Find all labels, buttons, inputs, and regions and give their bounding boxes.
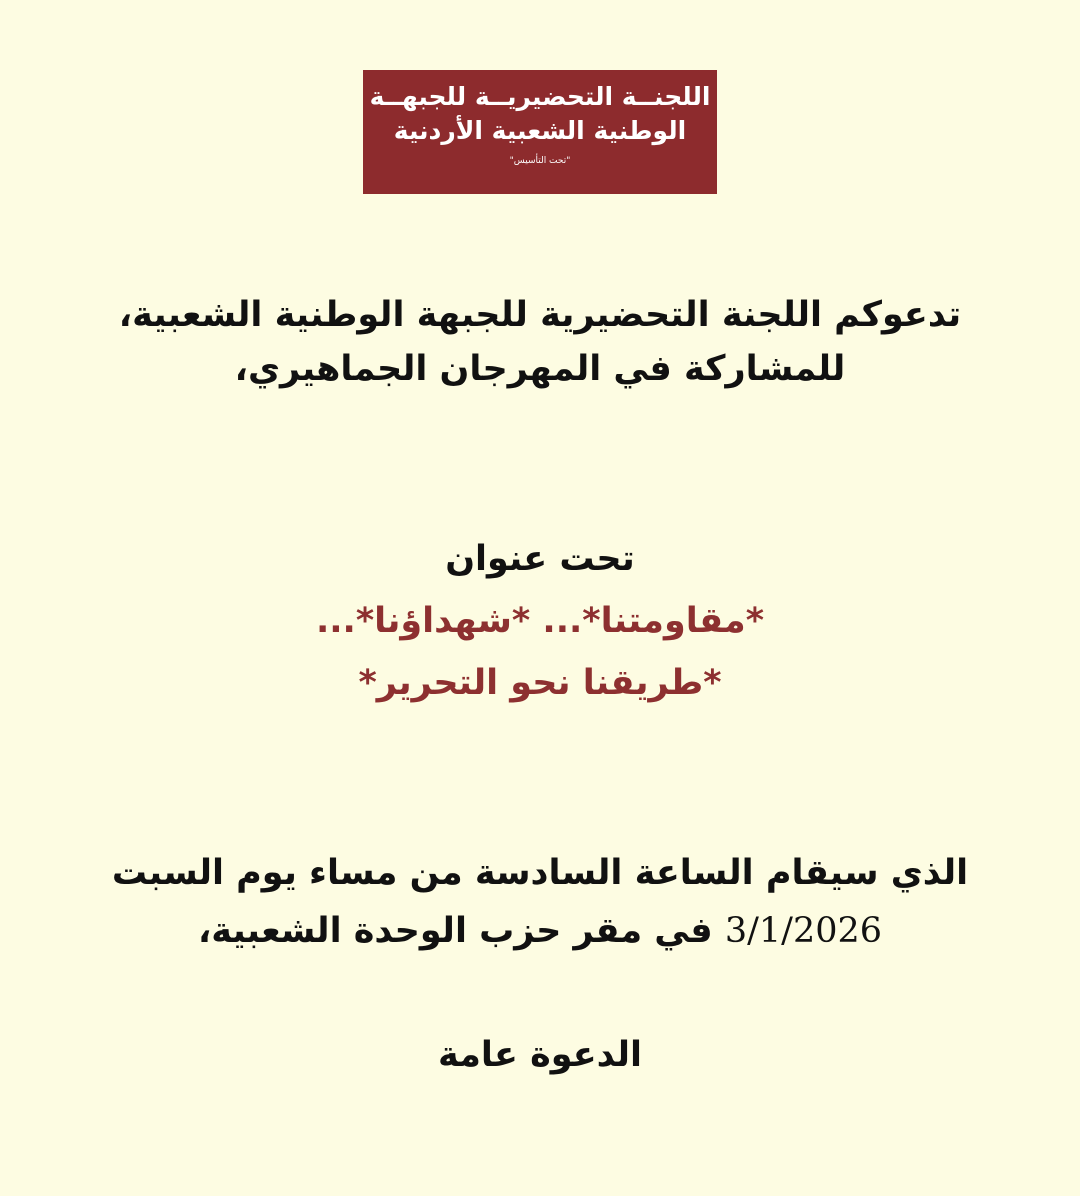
committee-logo	[363, 70, 717, 194]
event-title-section	[20, 528, 1060, 714]
event-location-line	[20, 900, 1060, 962]
logo-title-line2: الوطنية الشعبية الأردنية	[393, 116, 687, 145]
event-date: 3/1/2026	[724, 911, 883, 951]
event-title-label: تحت عنوان	[445, 539, 635, 579]
event-time-line: الذي سيقام الساعة السادسة من مساء يوم السبت	[111, 853, 969, 893]
intro-paragraph	[20, 284, 1060, 400]
logo-subtitle: "تحت التأسيس"	[509, 156, 571, 166]
event-slogan-line2: *طريقنا نحو التحرير*	[358, 663, 722, 703]
intro-line1: تدعوكم اللجنة التحضيرية للجبهة الوطنية الشعبية،	[118, 295, 962, 335]
event-slogan-line1: *مقاومتنا*... *شهداؤنا*...	[315, 601, 765, 641]
logo-title-line1: اللجنــة التحضيريــة للجبهــة	[369, 82, 711, 111]
event-location: في مقر حزب الوحدة الشعبية،	[197, 911, 713, 951]
intro-line2: للمشاركة في المهرجان الجماهيري،	[234, 349, 846, 389]
closing-note: الدعوة عامة	[437, 1035, 642, 1075]
event-details	[20, 842, 1060, 962]
